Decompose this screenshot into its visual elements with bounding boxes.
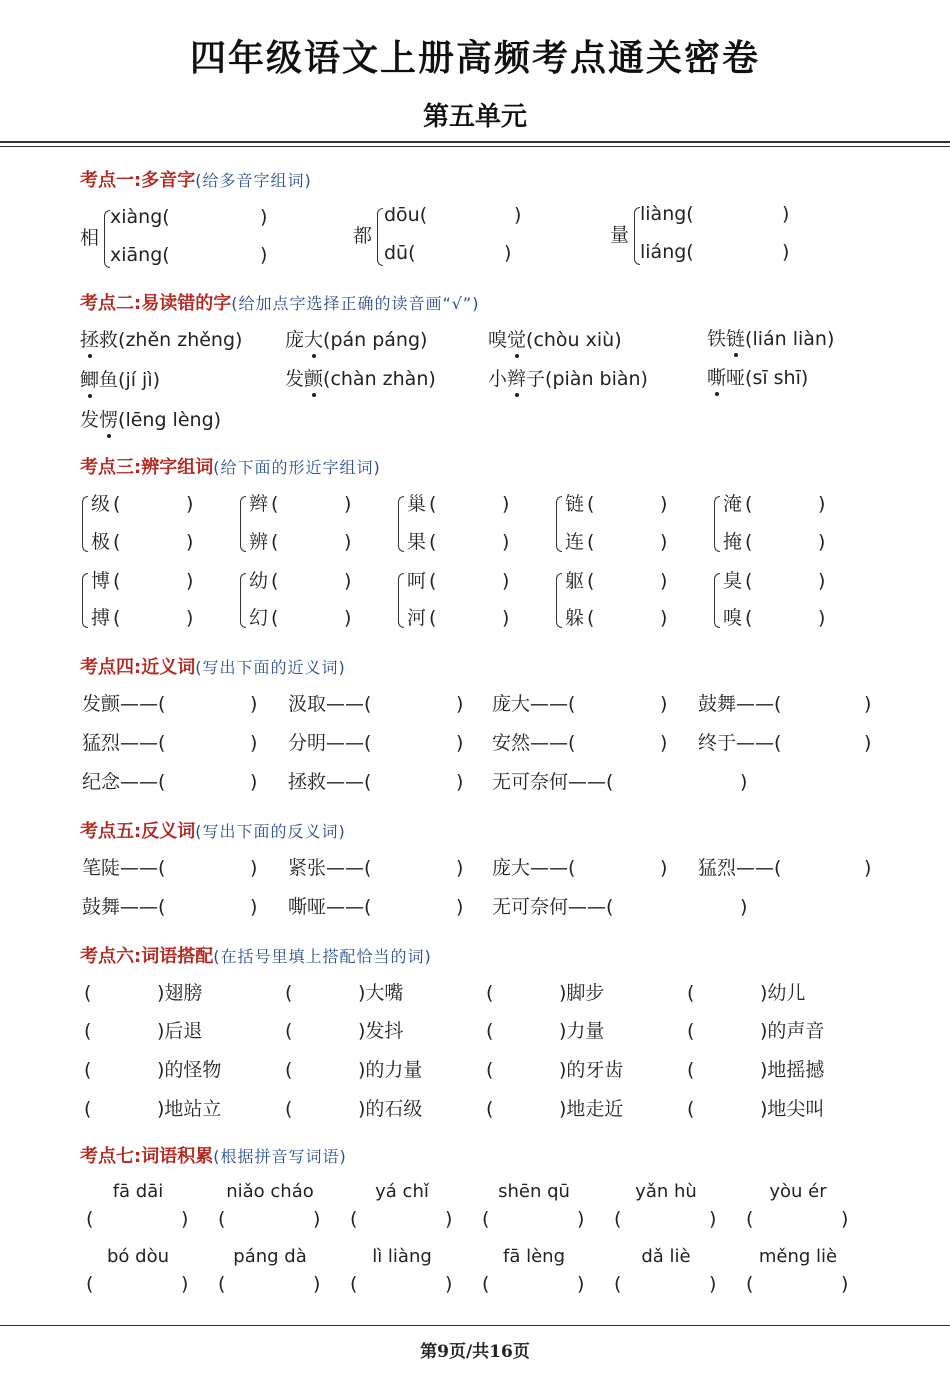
word-item <box>288 731 371 755</box>
paren-close: ) <box>782 203 790 225</box>
paren-close: ) <box>660 732 668 754</box>
paren-close: ) <box>250 771 258 793</box>
word-item <box>698 856 781 880</box>
reading-item: 发愣(lēng lèng) <box>80 409 222 431</box>
word-item <box>492 731 575 755</box>
paren-close: ) <box>559 1020 567 1042</box>
reading-item: 铁链(lián liàn) <box>707 328 835 350</box>
similar-char: 臭 <box>723 570 743 592</box>
paren-open: ( <box>745 531 753 553</box>
pinyin-prompt: yá chǐ <box>375 1181 429 1202</box>
dash-paren: ——( <box>736 693 782 715</box>
section-7-heading <box>80 1142 347 1168</box>
reading-item: 发颤(chàn zhàn) <box>285 368 436 390</box>
section-title: 考点二:易读错的字 <box>80 293 232 314</box>
section-4-heading <box>80 653 346 679</box>
similar-char: 躲 <box>565 607 585 629</box>
paren-close: ) <box>456 857 464 879</box>
collocation-item <box>760 1019 824 1043</box>
paren-close: ) <box>445 1208 453 1230</box>
paren-close: ) <box>504 242 512 264</box>
paren-open: ( <box>113 493 121 515</box>
unit-subtitle: 第五单元 <box>422 102 527 132</box>
paren-close: ) <box>344 570 352 592</box>
paren-close: ) <box>445 1273 453 1295</box>
paren-open: ( <box>745 570 753 592</box>
paren-close: ) <box>250 732 258 754</box>
word: 终于 <box>698 732 737 754</box>
pinyin-prompt: niǎo cháo <box>226 1181 314 1202</box>
paren-open: ( <box>429 570 437 592</box>
polyphone-char: 相 <box>80 227 100 249</box>
dash-paren: ——( <box>568 771 614 793</box>
paren-open: ( <box>486 1098 494 1120</box>
paren-open: ( <box>687 1020 695 1042</box>
similar-char: 躯 <box>565 570 585 592</box>
paren-open: ( <box>587 493 595 515</box>
section-hint: (给下面的形近字组词) <box>213 458 381 477</box>
collocation-word: 的怪物 <box>164 1059 222 1081</box>
pinyin-prompt: yòu ér <box>769 1181 827 1202</box>
similar-char: 幼 <box>249 570 269 592</box>
reading-item: 庞大(pán páng) <box>285 329 428 351</box>
pinyin-a: xiàng( <box>110 206 170 228</box>
word-item <box>82 895 165 919</box>
paren-open: ( <box>84 1059 92 1081</box>
paren-open: ( <box>429 607 437 629</box>
paren-open: ( <box>587 570 595 592</box>
collocation-item <box>760 1058 824 1082</box>
section-title: 考点五:反义词 <box>80 821 196 842</box>
word-item <box>698 692 781 716</box>
pinyin-prompt: fā dāi <box>112 1181 164 1202</box>
similar-char: 辨 <box>249 531 269 553</box>
collocation-word: 地站立 <box>164 1098 222 1120</box>
section-hint: (根据拼音写词语) <box>213 1147 347 1166</box>
word-item <box>288 692 371 716</box>
paren-close: ) <box>181 1273 189 1295</box>
paren-close: ) <box>358 1098 366 1120</box>
paren-close: ) <box>559 982 567 1004</box>
collocation-word: 脚步 <box>566 982 605 1004</box>
paren-open: ( <box>285 1020 293 1042</box>
dash-paren: ——( <box>736 857 782 879</box>
word-item <box>492 895 613 919</box>
collocation-item <box>358 1019 403 1043</box>
paren-open: ( <box>218 1273 226 1295</box>
paren-open: ( <box>745 493 753 515</box>
paren-open: ( <box>482 1208 490 1230</box>
word-item <box>82 731 165 755</box>
polyphone-char: 量 <box>610 224 630 246</box>
paren-open: ( <box>746 1208 754 1230</box>
paren-open: ( <box>285 982 293 1004</box>
paren-open: ( <box>285 1059 293 1081</box>
similar-char: 极 <box>91 531 111 553</box>
paren-open: ( <box>271 570 279 592</box>
word: 笔陡 <box>82 857 121 879</box>
paren-close: ) <box>260 206 268 228</box>
paren-open: ( <box>614 1273 622 1295</box>
collocation-item <box>559 1058 623 1082</box>
paren-close: ) <box>181 1208 189 1230</box>
pinyin-a: liàng( <box>640 203 694 225</box>
brace-icon <box>82 573 88 628</box>
dash-paren: ——( <box>326 857 372 879</box>
collocation-item <box>157 981 202 1005</box>
paren-close: ) <box>841 1273 849 1295</box>
paren-close: ) <box>864 732 872 754</box>
paren-open: ( <box>482 1273 490 1295</box>
pinyin-b: liáng( <box>640 241 694 263</box>
paren-open: ( <box>271 607 279 629</box>
word-item <box>492 770 613 794</box>
paren-open: ( <box>587 531 595 553</box>
word-item <box>82 856 165 880</box>
paren-open: ( <box>429 493 437 515</box>
dash-paren: ——( <box>326 732 372 754</box>
section-hint: (给多音字组词) <box>195 171 312 190</box>
similar-char: 呵 <box>407 570 427 592</box>
collocation-word: 翅膀 <box>164 982 203 1004</box>
paren-close: ) <box>841 1208 849 1230</box>
word: 庞大 <box>492 857 531 879</box>
paren-open: ( <box>271 493 279 515</box>
brace-icon <box>714 496 720 552</box>
pinyin-b: dū( <box>384 242 416 264</box>
dash-paren: ——( <box>120 771 166 793</box>
brace-icon <box>398 496 404 552</box>
paren-open: ( <box>429 531 437 553</box>
paren-close: ) <box>358 1020 366 1042</box>
word: 拯救 <box>288 771 327 793</box>
paren-close: ) <box>709 1273 717 1295</box>
paren-open: ( <box>350 1208 358 1230</box>
section-3-heading <box>80 453 381 479</box>
paren-open: ( <box>486 1059 494 1081</box>
collocation-item <box>157 1097 221 1121</box>
brace-icon <box>556 573 562 628</box>
paren-close: ) <box>740 771 748 793</box>
word: 发颤 <box>82 693 121 715</box>
paren-close: ) <box>157 1059 165 1081</box>
dash-paren: ——( <box>530 693 576 715</box>
section-title: 考点一:多音字 <box>80 170 196 191</box>
word-item <box>492 692 575 716</box>
brace-icon <box>556 496 562 552</box>
similar-char: 巢 <box>407 493 427 515</box>
paren-close: ) <box>250 857 258 879</box>
word-item <box>288 895 371 919</box>
word: 无可奈何 <box>492 896 569 918</box>
pinyin-prompt: páng dà <box>233 1246 307 1267</box>
paren-close: ) <box>577 1208 585 1230</box>
word: 鼓舞 <box>698 693 737 715</box>
pinyin-prompt: lì liàng <box>372 1246 432 1267</box>
section-title: 考点三:辨字组词 <box>80 457 214 478</box>
paren-close: ) <box>709 1208 717 1230</box>
word: 鼓舞 <box>82 896 121 918</box>
paren-close: ) <box>358 1059 366 1081</box>
paren-close: ) <box>502 493 510 515</box>
reading-item: 鲫鱼(jí jì) <box>80 369 161 391</box>
dash-paren: ——( <box>326 693 372 715</box>
paren-close: ) <box>760 1020 768 1042</box>
paren-close: ) <box>760 1098 768 1120</box>
paren-close: ) <box>864 857 872 879</box>
paren-open: ( <box>86 1273 94 1295</box>
word-item <box>698 731 781 755</box>
similar-char: 嗅 <box>723 607 743 629</box>
word: 无可奈何 <box>492 771 569 793</box>
dash-paren: ——( <box>120 732 166 754</box>
similar-char: 链 <box>565 493 585 515</box>
paren-close: ) <box>818 570 826 592</box>
pinyin-prompt: fā lèng <box>503 1246 565 1267</box>
section-2-heading <box>80 289 479 315</box>
similar-char: 河 <box>407 607 427 629</box>
paren-close: ) <box>186 531 194 553</box>
collocation-word: 的石级 <box>365 1098 423 1120</box>
brace-icon <box>240 496 246 552</box>
similar-char: 掩 <box>723 531 743 553</box>
dash-paren: ——( <box>530 857 576 879</box>
section-title: 考点四:近义词 <box>80 657 196 678</box>
paren-close: ) <box>818 493 826 515</box>
similar-char: 博 <box>91 570 111 592</box>
word: 汲取 <box>288 693 327 715</box>
pinyin-prompt: yǎn hù <box>635 1181 697 1202</box>
section-5-heading <box>80 817 346 843</box>
paren-open: ( <box>746 1273 754 1295</box>
similar-char: 辫 <box>249 493 269 515</box>
paren-open: ( <box>86 1208 94 1230</box>
page-title: 四年级语文上册高频考点通关密卷 <box>189 37 760 79</box>
header-divider-thin <box>0 146 950 147</box>
paren-close: ) <box>344 607 352 629</box>
paren-close: ) <box>502 570 510 592</box>
similar-char: 果 <box>407 531 427 553</box>
paren-close: ) <box>660 493 668 515</box>
paren-open: ( <box>113 570 121 592</box>
paren-close: ) <box>864 693 872 715</box>
paren-close: ) <box>456 732 464 754</box>
word: 分明 <box>288 732 327 754</box>
paren-close: ) <box>660 693 668 715</box>
section-hint: (写出下面的反义词) <box>195 822 346 841</box>
collocation-word: 大嘴 <box>365 982 404 1004</box>
paren-close: ) <box>250 896 258 918</box>
paren-open: ( <box>84 982 92 1004</box>
paren-close: ) <box>186 493 194 515</box>
collocation-word: 的声音 <box>767 1020 825 1042</box>
paren-close: ) <box>260 244 268 266</box>
word: 安然 <box>492 732 531 754</box>
paren-open: ( <box>218 1208 226 1230</box>
dash-paren: ——( <box>568 896 614 918</box>
collocation-word: 的力量 <box>365 1059 423 1081</box>
dash-paren: ——( <box>120 857 166 879</box>
similar-char: 幻 <box>249 607 269 629</box>
dash-paren: ——( <box>530 732 576 754</box>
collocation-word: 后退 <box>164 1020 203 1042</box>
dash-paren: ——( <box>120 693 166 715</box>
collocation-word: 地走近 <box>566 1098 624 1120</box>
paren-close: ) <box>740 896 748 918</box>
paren-close: ) <box>456 693 464 715</box>
paren-close: ) <box>186 570 194 592</box>
word-item <box>492 856 575 880</box>
collocation-item <box>157 1019 202 1043</box>
collocation-item <box>358 1097 422 1121</box>
collocation-item <box>559 981 604 1005</box>
brace-icon <box>377 208 383 266</box>
paren-close: ) <box>559 1098 567 1120</box>
brace-icon <box>714 573 720 628</box>
paren-close: ) <box>157 982 165 1004</box>
paren-open: ( <box>84 1098 92 1120</box>
reading-item: 拯救(zhěn zhěng) <box>80 329 243 351</box>
paren-open: ( <box>113 607 121 629</box>
paren-close: ) <box>502 531 510 553</box>
paren-close: ) <box>313 1208 321 1230</box>
paren-open: ( <box>614 1208 622 1230</box>
paren-close: ) <box>186 607 194 629</box>
reading-item: 嘶哑(sī shī) <box>707 367 809 389</box>
paren-open: ( <box>84 1020 92 1042</box>
pinyin-prompt: bó dòu <box>106 1246 169 1267</box>
paren-open: ( <box>486 982 494 1004</box>
word: 猛烈 <box>698 857 737 879</box>
collocation-item <box>559 1097 623 1121</box>
page-number: 第9页/共16页 <box>420 1342 530 1362</box>
collocation-item <box>760 1097 824 1121</box>
word: 猛烈 <box>82 732 121 754</box>
paren-close: ) <box>344 531 352 553</box>
paren-close: ) <box>456 771 464 793</box>
word: 纪念 <box>82 771 121 793</box>
paren-open: ( <box>113 531 121 553</box>
section-6-heading <box>80 942 432 968</box>
paren-open: ( <box>587 607 595 629</box>
section-hint: (在括号里填上搭配恰当的词) <box>213 947 432 966</box>
word-item <box>82 770 165 794</box>
collocation-item <box>358 1058 422 1082</box>
paren-close: ) <box>818 531 826 553</box>
pinyin-prompt: dǎ liè <box>641 1246 691 1267</box>
section-hint: (给加点字选择正确的读音画“√”) <box>231 294 480 313</box>
brace-icon <box>398 573 404 628</box>
brace-icon <box>82 496 88 552</box>
collocation-word: 的牙齿 <box>566 1059 624 1081</box>
dash-paren: ——( <box>120 896 166 918</box>
paren-close: ) <box>502 607 510 629</box>
collocation-item <box>559 1019 604 1043</box>
reading-item: 嗅觉(chòu xiù) <box>488 329 622 351</box>
paren-open: ( <box>687 1059 695 1081</box>
pinyin-prompt: měng liè <box>758 1246 838 1267</box>
word: 嘶哑 <box>288 896 327 918</box>
word-item <box>288 856 371 880</box>
similar-char: 级 <box>91 493 111 515</box>
word: 紧张 <box>288 857 327 879</box>
collocation-word: 发抖 <box>365 1020 404 1042</box>
header-divider <box>0 141 950 143</box>
collocation-item <box>760 981 805 1005</box>
similar-char: 搏 <box>91 607 111 629</box>
paren-close: ) <box>818 607 826 629</box>
section-hint: (写出下面的近义词) <box>195 658 346 677</box>
word: 庞大 <box>492 693 531 715</box>
paren-close: ) <box>157 1020 165 1042</box>
collocation-word: 地尖叫 <box>767 1098 825 1120</box>
paren-close: ) <box>782 241 790 263</box>
paren-close: ) <box>456 896 464 918</box>
paren-open: ( <box>687 1098 695 1120</box>
paren-open: ( <box>271 531 279 553</box>
collocation-item <box>358 981 403 1005</box>
similar-char: 淹 <box>723 493 743 515</box>
collocation-word: 力量 <box>566 1020 605 1042</box>
pinyin-b: xiāng( <box>110 244 170 266</box>
paren-close: ) <box>514 204 522 226</box>
paren-close: ) <box>157 1098 165 1120</box>
section-title: 考点六:词语搭配 <box>80 946 214 967</box>
paren-close: ) <box>660 857 668 879</box>
collocation-word: 地摇撼 <box>767 1059 825 1081</box>
word-item <box>82 692 165 716</box>
paren-close: ) <box>760 982 768 1004</box>
paren-open: ( <box>486 1020 494 1042</box>
dash-paren: ——( <box>736 732 782 754</box>
dash-paren: ——( <box>326 771 372 793</box>
reading-item: 小辫子(piàn biàn) <box>488 368 648 390</box>
pinyin-a: dōu( <box>384 204 428 226</box>
paren-close: ) <box>313 1273 321 1295</box>
section-title: 考点七:词语积累 <box>80 1146 214 1167</box>
polyphone-char: 都 <box>353 225 373 247</box>
paren-close: ) <box>250 693 258 715</box>
paren-open: ( <box>687 982 695 1004</box>
word-item <box>288 770 371 794</box>
paren-open: ( <box>745 607 753 629</box>
paren-close: ) <box>660 570 668 592</box>
similar-char: 连 <box>565 531 585 553</box>
section-1-heading <box>80 166 312 192</box>
collocation-word: 幼儿 <box>767 982 806 1004</box>
footer-divider <box>0 1325 950 1326</box>
collocation-item <box>157 1058 221 1082</box>
paren-close: ) <box>344 493 352 515</box>
paren-close: ) <box>760 1059 768 1081</box>
paren-close: ) <box>660 607 668 629</box>
paren-close: ) <box>577 1273 585 1295</box>
paren-close: ) <box>559 1059 567 1081</box>
dash-paren: ——( <box>326 896 372 918</box>
paren-open: ( <box>350 1273 358 1295</box>
brace-icon <box>240 573 246 628</box>
pinyin-prompt: shēn qū <box>498 1181 570 1202</box>
paren-open: ( <box>285 1098 293 1120</box>
paren-close: ) <box>660 531 668 553</box>
paren-close: ) <box>358 982 366 1004</box>
